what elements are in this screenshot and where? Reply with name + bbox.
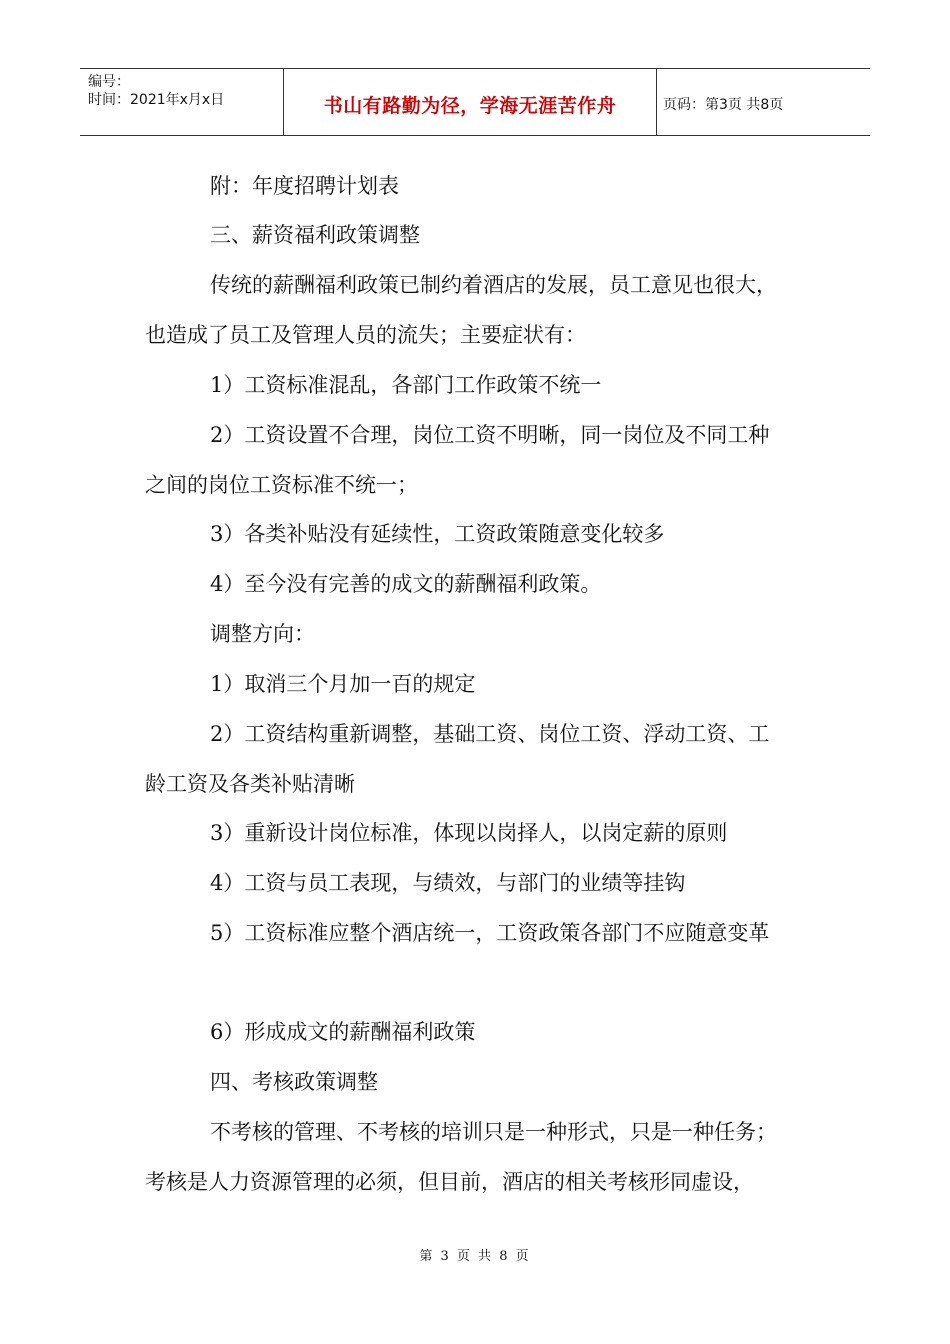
header-left-cell — [80, 69, 283, 135]
list-item-continuation: 之间的岗位工资标准不统一； — [145, 473, 418, 497]
list-item: 4）工资与员工表现，与绩效，与部门的业绩等挂钩 — [210, 871, 686, 895]
document-number-label: 编号： — [88, 74, 130, 90]
section-heading-salary: 三、薪资福利政策调整 — [210, 223, 420, 247]
header-right-cell — [655, 69, 870, 135]
list-item: 5）工资标准应整个酒店统一，工资政策各部门不应随意变革 — [210, 921, 770, 945]
paragraph-line: 考核是人力资源管理的必须，但目前，酒店的相关考核形同虚设， — [145, 1170, 754, 1194]
list-item: 2）工资结构重新调整，基础工资、岗位工资、浮动工资、工 — [210, 722, 770, 746]
paragraph-line: 传统的薪酬福利政策已制约着酒店的发展，员工意见也很大， — [210, 273, 777, 297]
list-item: 1）工资标准混乱，各部门工作政策不统一 — [210, 373, 602, 397]
list-item: 3）各类补贴没有延续性，工资政策随意变化较多 — [210, 522, 665, 546]
paragraph-line: 也造成了员工及管理人员的流失；主要症状有： — [145, 323, 586, 347]
page-footer: 第 3 页 共 8 页 — [419, 1249, 531, 1264]
list-item: 2）工资设置不合理，岗位工资不明晰，同一岗位及不同工种 — [210, 423, 770, 447]
page-header — [80, 68, 870, 136]
header-motto: 书山有路勤为径，学海无涯苦作舟 — [323, 95, 617, 117]
list-item: 1）取消三个月加一百的规定 — [210, 672, 476, 696]
list-item: 6）形成成文的薪酬福利政策 — [210, 1020, 476, 1044]
header-motto-cell — [283, 69, 657, 135]
list-item: 3）重新设计岗位标准，体现以岗择人，以岗定薪的原则 — [210, 821, 728, 845]
attachment-line: 附：年度招聘计划表 — [210, 174, 399, 198]
adjustment-direction-heading: 调整方向： — [210, 622, 315, 646]
list-item-continuation: 龄工资及各类补贴清晰 — [145, 772, 355, 796]
list-item: 4）至今没有完善的成文的薪酬福利政策。 — [210, 572, 602, 596]
document-time-label: 时间：2021年x月x日 — [88, 92, 225, 108]
section-heading-assessment: 四、考核政策调整 — [210, 1070, 378, 1094]
header-page-label: 页码：第3页 共8页 — [663, 97, 784, 113]
paragraph-line: 不考核的管理、不考核的培训只是一种形式，只是一种任务； — [210, 1120, 777, 1144]
